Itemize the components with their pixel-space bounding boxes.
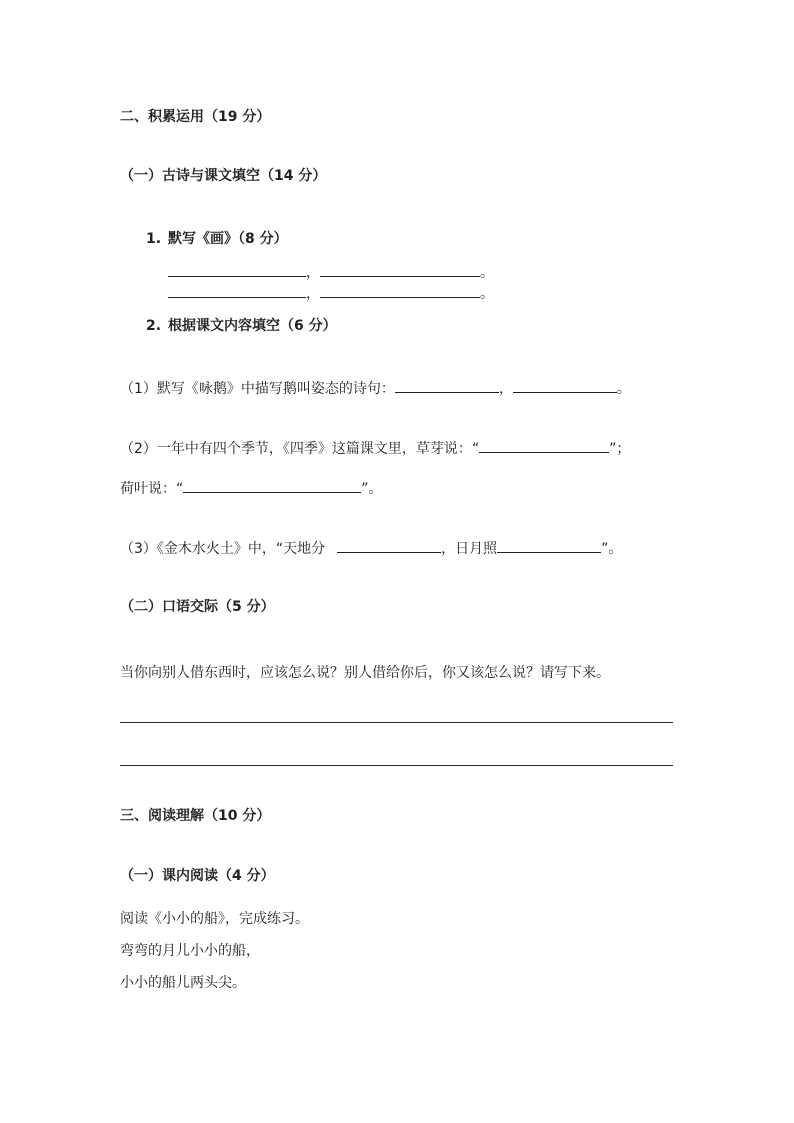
item3-text: （3）《金木水火土》中，“天地分 [120,541,326,557]
answer-blank[interactable] [168,283,306,298]
q1-number: 1. [146,231,162,247]
answer-blank[interactable] [320,262,480,277]
comma: ， [306,265,320,281]
q1-label: 默写《画》（8 分） [168,231,288,247]
answer-blank[interactable] [479,438,609,453]
poem-line-1: 弯弯的月儿小小的船， [120,943,260,959]
q2-label: 根据课文内容填空（6 分） [168,318,337,334]
item2-line2-text: 荷叶说：“ [120,481,184,497]
period: 。 [480,286,494,302]
poem-line-2: 小小的船儿两头尖。 [120,975,246,991]
q2-number: 2. [146,318,162,334]
reading-instruction: 阅读《小小的船》，完成练习。 [120,911,309,927]
section3-part1-title: （一）课内阅读（4 分） [120,868,275,884]
item3-row [120,538,622,558]
period: 。 [480,265,494,281]
answer-blank[interactable] [183,478,361,493]
item2-row [120,438,630,458]
answer-blank[interactable] [337,538,441,553]
part2-title: （二）口语交际（5 分） [120,599,275,615]
q1-answer-row-1 [168,262,494,282]
answer-blank[interactable] [395,378,499,393]
answer-line[interactable] [120,765,673,766]
section2-title: 二、积累运用（19 分） [120,109,271,125]
section3-title: 三、阅读理解（10 分） [120,808,271,824]
answer-blank[interactable] [513,378,617,393]
item3-end: ”。 [601,541,623,557]
item1-row [120,378,631,398]
item2-end: ”； [609,441,631,457]
answer-line[interactable] [120,722,673,723]
q1-answer-row-2 [168,283,494,303]
item3-mid: ，日月照 [441,541,498,557]
item2-row-2 [120,478,383,498]
part2-prompt: 当你向别人借东西时，应该怎么说？别人借给你后，你又该怎么说？请写下来。 [120,665,610,681]
answer-blank[interactable] [168,262,306,277]
period: 。 [616,381,631,397]
item2-text: （2）一年中有四个季节，《四季》这篇课文里，草芽说：“ [120,441,480,457]
comma: ， [306,286,320,302]
comma: ， [498,381,513,397]
item1-text: （1）默写《咏鹅》中描写鹅叫姿态的诗句： [120,381,395,397]
answer-blank[interactable] [497,538,601,553]
answer-blank[interactable] [320,283,480,298]
item2-end2: ”。 [361,481,383,497]
part1-title: （一）古诗与课文填空（14 分） [120,168,327,184]
